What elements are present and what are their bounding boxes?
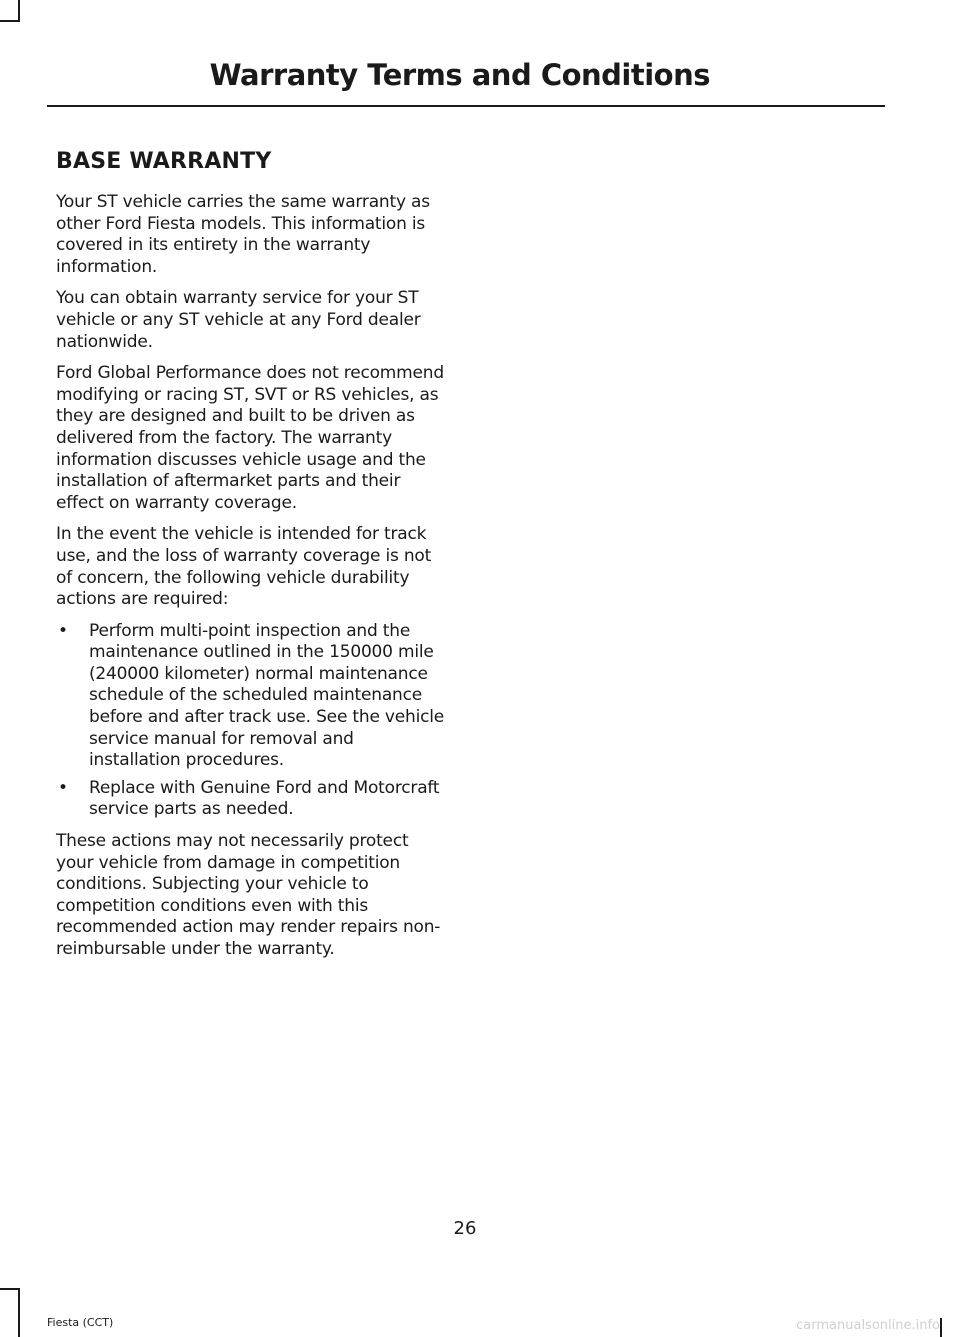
- main-content: [56, 146, 448, 971]
- paragraph-1: Your ST vehicle carries the same warranty as other Ford Fiesta models. This information is covered in its entirety in the warranty information.: [56, 192, 430, 277]
- bullet-icon: •: [58, 620, 68, 641]
- section-heading: BASE WARRANTY: [56, 149, 272, 174]
- crop-mark-top-left-horizontal: [0, 20, 20, 22]
- crop-mark-bottom-left-vertical: [18, 1288, 20, 1337]
- page-header-title: Warranty Terms and Conditions: [209, 58, 710, 92]
- paragraph-4: In the event the vehicle is intended for track use, and the loss of warranty coverage is not of concern, the following vehicle durability actions are required:: [56, 524, 432, 610]
- page-number: 26: [453, 1218, 477, 1239]
- list-item: [56, 621, 448, 772]
- watermark: carmanualsonline.info: [796, 1318, 940, 1333]
- paragraph-2: You can obtain warranty service for your ST vehicle or any ST vehicle at any Ford dealer nationwide.: [56, 288, 421, 352]
- crop-mark-top-left-vertical: [18, 0, 20, 22]
- footer-model-label: Fiesta (CCT): [47, 1316, 114, 1329]
- crop-mark-bottom-left-horizontal: [0, 1288, 20, 1290]
- bullet-icon: •: [58, 777, 68, 798]
- list-item-text: Replace with Genuine Ford and Motorcraft service parts as needed.: [89, 777, 440, 820]
- crop-mark-bottom-right-vertical: [940, 1318, 942, 1337]
- list-item-text: Perform multi-point inspection and the maintenance outlined in the 150000 mile (240000 kilometer) normal maintenance schedule of the scheduled maintenance before and after track use. See the vehicle service manual for removal and installation procedures.: [89, 620, 445, 771]
- list-item: [56, 778, 448, 821]
- bullet-list: [56, 621, 448, 821]
- header-rule: [47, 105, 885, 107]
- paragraph-3: Ford Global Performance does not recommend modifying or racing ST, SVT or RS vehicles, as they are designed and built to be driven as delivered from the factory. The warranty information discusses vehicle usage and the installation of aftermarket parts and their effect on warranty coverage.: [56, 363, 444, 513]
- paragraph-5: These actions may not necessarily protect your vehicle from damage in competition conditions. Subjecting your vehicle to competition conditions even with this recommended action may render repairs non-reimbursable under the warranty.: [56, 831, 441, 959]
